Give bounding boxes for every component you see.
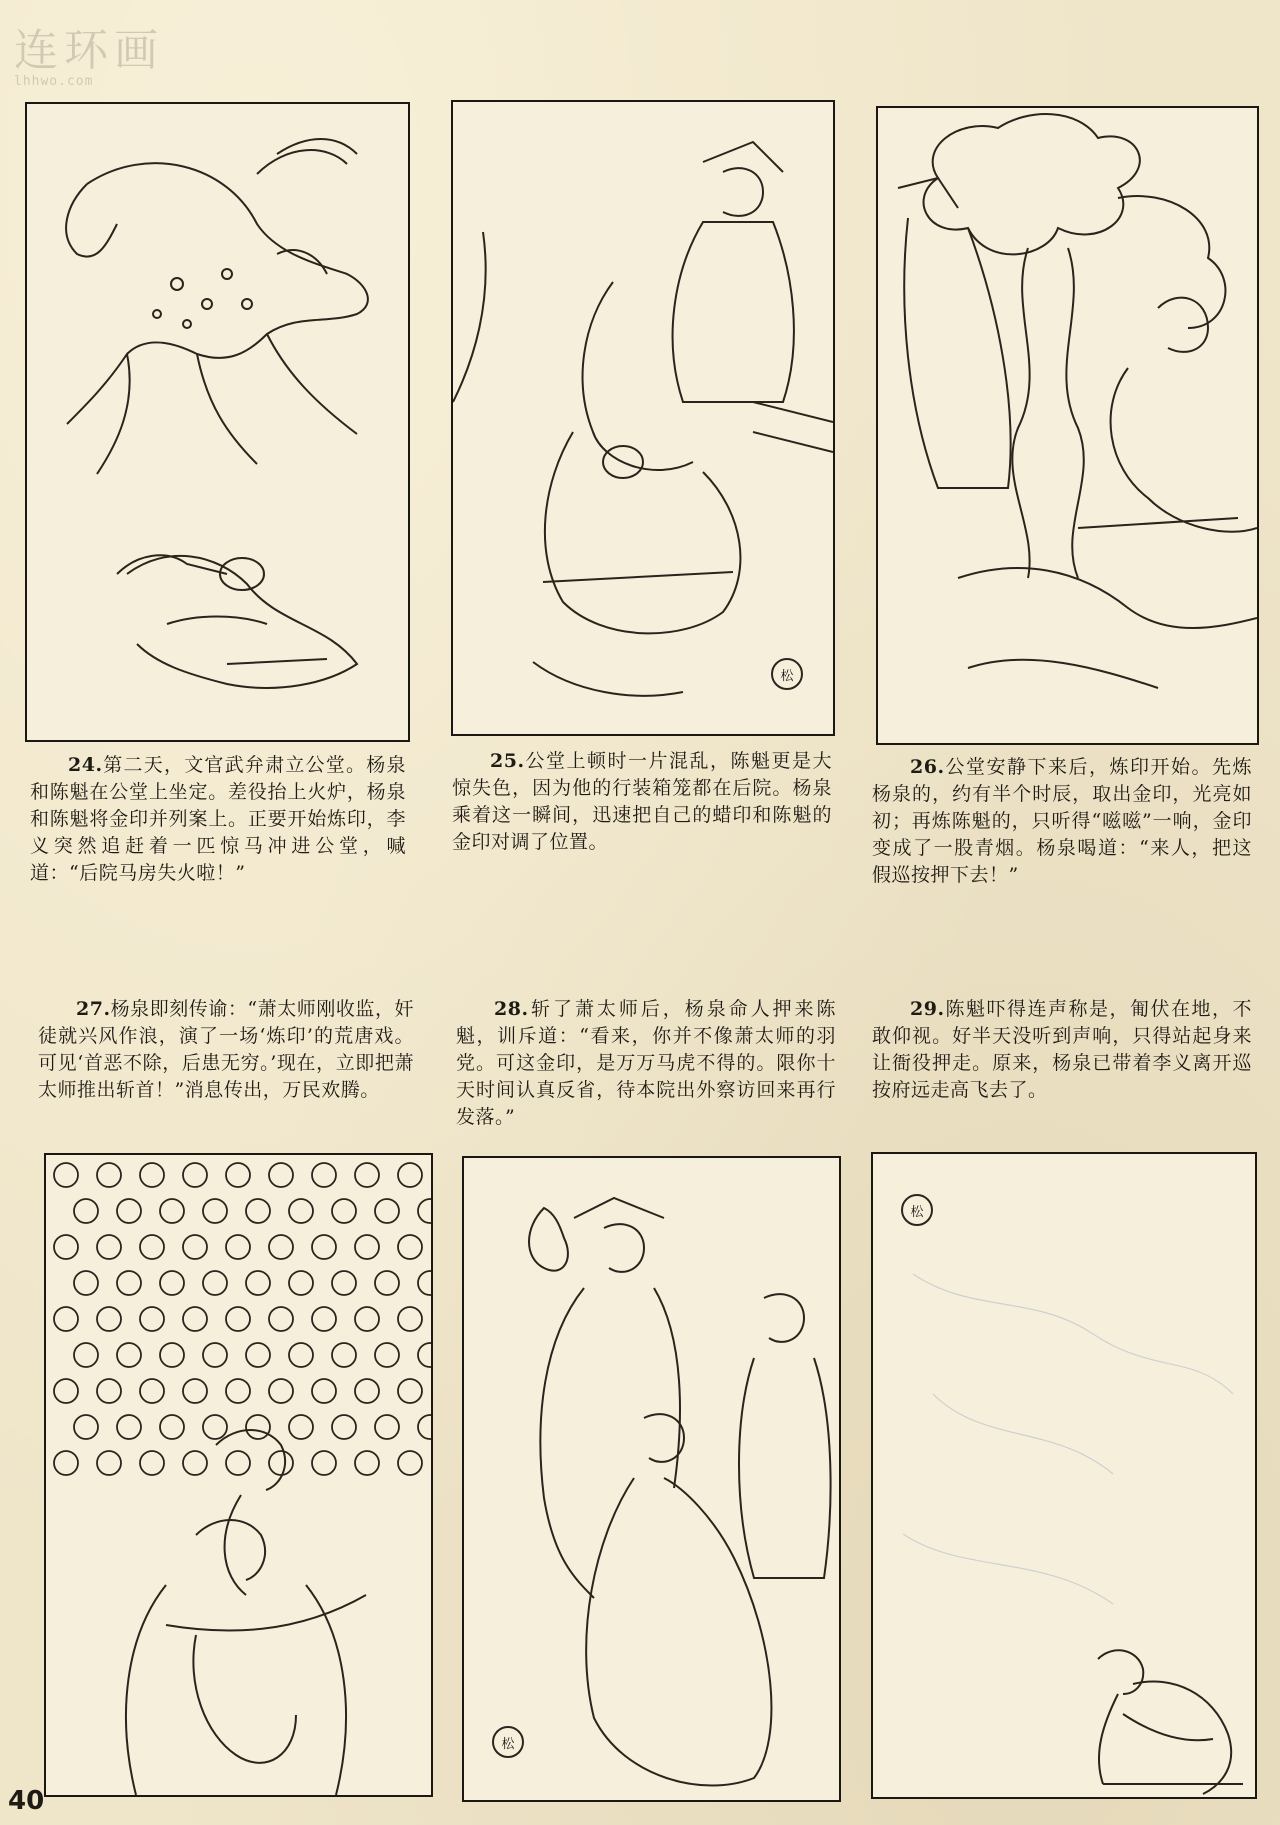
horse-illustration (27, 104, 408, 740)
caption-28 (456, 996, 836, 1131)
panel-29-artist-seal: 松 (901, 1194, 933, 1226)
panel-27-illustration (44, 1153, 433, 1797)
caption-25-text: 公堂上顿时一片混乱，陈魁更是大惊失色，因为他的行装箱笼都在后院。杨泉乘着这一瞬间，迅速把自己的蜡印和陈魁的金印对调了位置。 (452, 750, 832, 853)
caption-29-text: 陈魁吓得连声称是，匍伏在地，不敢仰视。好半天没听到声响，只得站起身来让衙役押走。原来，杨泉已带着李义离开巡按府远走高飞去了。 (872, 998, 1252, 1101)
caption-26-text: 公堂安静下来后，炼印开始。先炼杨泉的，约有半个时辰，取出金印，光亮如初；再炼陈魁的，只听得“嗞嗞”一响，金印变成了一股青烟。杨泉喝道：“来人，把这假巡按押下去！” (872, 756, 1252, 886)
panel-26-illustration (876, 106, 1259, 745)
caption-25-number: 25. (490, 750, 525, 772)
crowd-illustration (46, 1155, 431, 1795)
caption-24 (30, 752, 406, 887)
panel-28-artist-seal: 松 (492, 1726, 524, 1758)
caption-24-text: 第二天，文官武弁肃立公堂。杨泉和陈魁在公堂上坐定。差役抬上火炉，杨泉和陈魁将金印并列案上。正要开始炼印，李义突然追赶着一匹惊马冲进公堂，喊道：“后院马房失火啦！” (30, 754, 406, 884)
caption-28-number: 28. (494, 998, 529, 1020)
caption-29 (872, 996, 1252, 1104)
caption-27 (38, 996, 414, 1104)
kneeling-man-illustration (873, 1154, 1255, 1797)
panel-28-illustration (462, 1156, 841, 1802)
panel-24-illustration (25, 102, 410, 742)
smoke-illustration (878, 108, 1257, 743)
panel-29-illustration (871, 1152, 1257, 1799)
panel-25-artist-seal: 松 (771, 658, 803, 690)
caption-25 (452, 748, 832, 856)
caption-27-text: 杨泉即刻传谕：“萧太师刚收监，奸徒就兴风作浪，演了一场‘炼印’的荒唐戏。可见‘首恶不除，后患无穷。’现在，立即把萧太师推出斩首！”消息传出，万民欢腾。 (38, 998, 414, 1101)
caption-27-number: 27. (76, 998, 111, 1020)
hall-chaos-illustration (453, 102, 833, 734)
escort-illustration (464, 1158, 839, 1800)
watermark-logo: 连环画 (14, 25, 164, 76)
caption-28-text: 斩了萧太师后，杨泉命人押来陈魁，训斥道：“看来，你并不像萧太师的羽党。可这金印，是万万马虎不得的。限你十天时间认真反省，待本院出外察访回来再行发落。” (456, 998, 836, 1128)
page-number: 40 (8, 1786, 45, 1816)
watermark (14, 14, 224, 94)
caption-29-number: 29. (910, 998, 945, 1020)
watermark-url: lhhwo.com (14, 74, 94, 89)
caption-26 (872, 754, 1252, 889)
caption-26-number: 26. (910, 756, 945, 778)
caption-24-number: 24. (68, 754, 103, 776)
panel-25-illustration (451, 100, 835, 736)
